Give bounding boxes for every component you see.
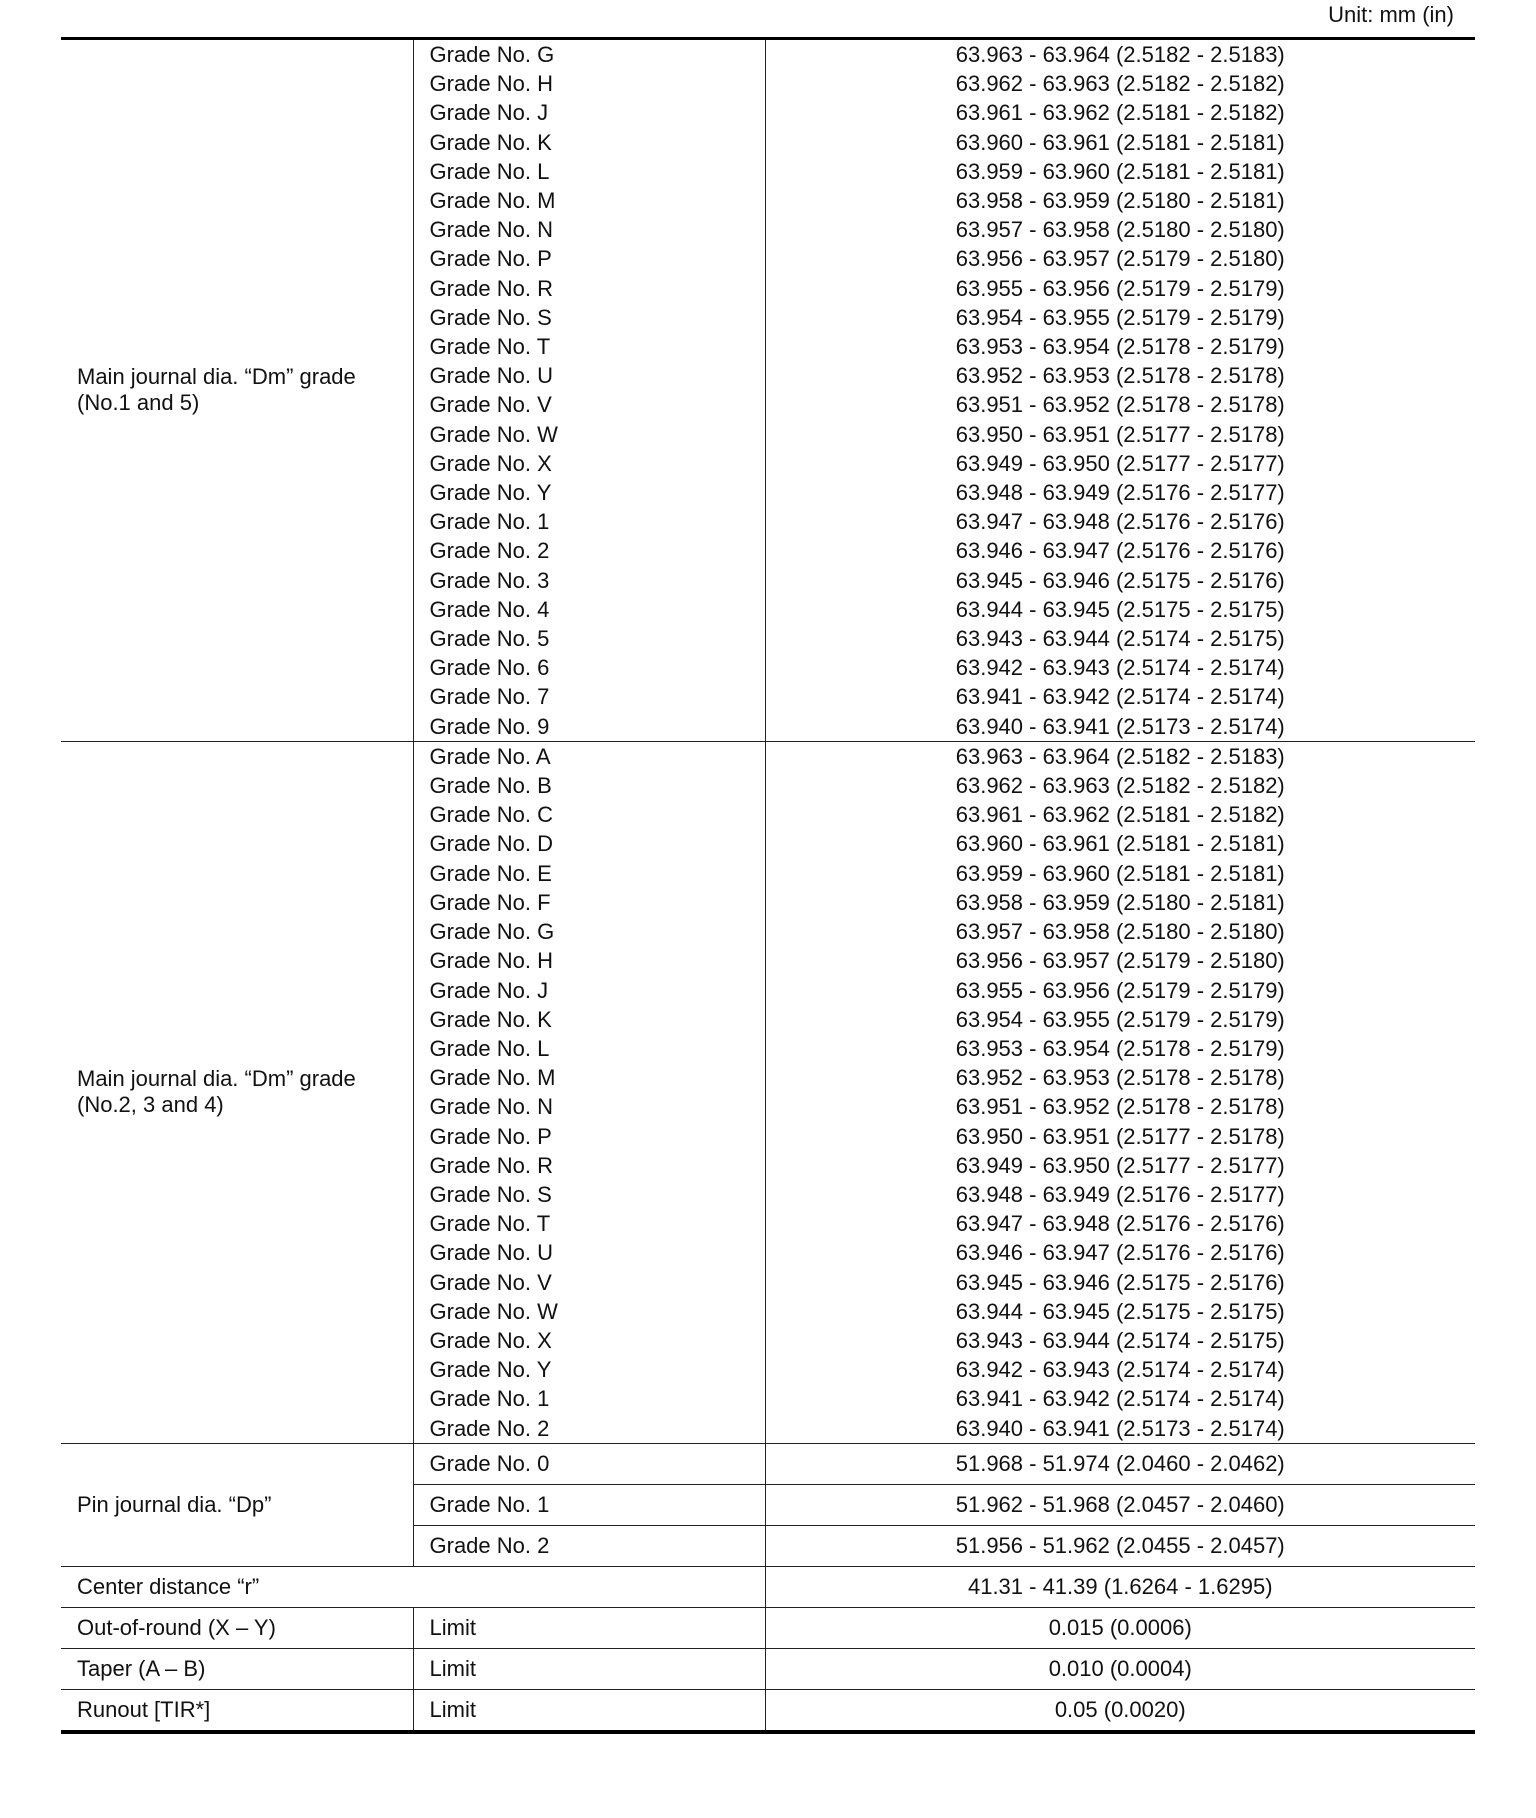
grade-label: Grade No. 2 (429, 538, 550, 564)
limit-label: Runout [TIR*] (61, 1689, 413, 1732)
grade-value: 63.946 - 63.947 (2.5176 - 2.5176) (955, 538, 1285, 564)
grade-label: Grade No. C (429, 802, 553, 828)
grade-label: Grade No. T (429, 334, 551, 360)
grade-value: 63.949 - 63.950 (2.5177 - 2.5177) (955, 450, 1285, 476)
pin-grade: Grade No. 2 (413, 1525, 765, 1566)
pin-value: 51.962 - 51.968 (2.0457 - 2.0460) (765, 1484, 1475, 1525)
grade-value: 63.955 - 63.956 (2.5179 - 2.5179) (955, 275, 1285, 301)
grade-label: Grade No. 1 (429, 1386, 550, 1412)
grade-value: 63.940 - 63.941 (2.5173 - 2.5174) (955, 1415, 1285, 1441)
grade-label: Grade No. Y (429, 1357, 552, 1383)
grade-value: 63.950 - 63.951 (2.5177 - 2.5178) (955, 421, 1285, 447)
grade-value: 63.944 - 63.945 (2.5175 - 2.5175) (955, 1298, 1285, 1324)
grade-value: 63.957 - 63.958 (2.5180 - 2.5180) (955, 919, 1285, 945)
group-label-line: (No.1 and 5) (77, 390, 200, 416)
grade-label: Grade No. T (429, 1211, 551, 1237)
grade-label: Grade No. H (429, 948, 553, 974)
grade-value: 63.943 - 63.944 (2.5174 - 2.5175) (955, 1327, 1285, 1353)
grade-value: 63.954 - 63.955 (2.5179 - 2.5179) (955, 1006, 1285, 1032)
center-distance-row (61, 1566, 1475, 1607)
grade-label: Grade No. 1 (429, 509, 550, 535)
grade-value: 63.954 - 63.955 (2.5179 - 2.5179) (955, 304, 1285, 330)
limit-value: 0.05 (0.0020) (765, 1689, 1475, 1732)
grade-value: 63.945 - 63.946 (2.5175 - 2.5176) (955, 1269, 1285, 1295)
limit-value: 0.010 (0.0004) (765, 1648, 1475, 1689)
grade-label: Grade No. A (429, 743, 551, 769)
grade-value: 63.943 - 63.944 (2.5174 - 2.5175) (955, 626, 1285, 652)
grade-label: Grade No. W (429, 421, 558, 447)
main-journal-group-1-grades (413, 39, 765, 742)
grade-value: 63.952 - 63.953 (2.5178 - 2.5178) (955, 363, 1285, 389)
grade-label: Grade No. W (429, 1298, 558, 1324)
grade-label: Grade No. L (429, 1035, 550, 1061)
grade-label: Grade No. 4 (429, 596, 550, 622)
grade-value: 63.944 - 63.945 (2.5175 - 2.5175) (955, 596, 1285, 622)
grade-value: 63.957 - 63.958 (2.5180 - 2.5180) (955, 217, 1285, 243)
grade-value: 63.956 - 63.957 (2.5179 - 2.5180) (955, 246, 1285, 272)
grade-label: Grade No. 2 (429, 1415, 550, 1441)
grade-value: 63.955 - 63.956 (2.5179 - 2.5179) (955, 977, 1285, 1003)
grade-value: 63.950 - 63.951 (2.5177 - 2.5178) (955, 1123, 1285, 1149)
grade-value: 63.948 - 63.949 (2.5176 - 2.5177) (955, 1181, 1285, 1207)
limit-kind: Limit (413, 1648, 765, 1689)
grade-label: Grade No. S (429, 1181, 552, 1207)
main-journal-group-1-row (61, 39, 1475, 742)
limit-row (61, 1689, 1475, 1732)
grade-value: 63.953 - 63.954 (2.5178 - 2.5179) (955, 1035, 1285, 1061)
grade-value: 63.963 - 63.964 (2.5182 - 2.5183) (955, 743, 1285, 769)
grade-label: Grade No. K (429, 1006, 552, 1032)
grade-label: Grade No. B (429, 773, 552, 799)
grade-value: 63.959 - 63.960 (2.5181 - 2.5181) (955, 860, 1285, 886)
grade-value: 63.949 - 63.950 (2.5177 - 2.5177) (955, 1152, 1285, 1178)
group-label-line: (No.2, 3 and 4) (77, 1092, 224, 1118)
grade-label: Grade No. U (429, 363, 553, 389)
grade-label: Grade No. M (429, 188, 556, 214)
grade-label: Grade No. P (429, 1123, 552, 1149)
grade-value: 63.958 - 63.959 (2.5180 - 2.5181) (955, 188, 1285, 214)
grade-value: 63.951 - 63.952 (2.5178 - 2.5178) (955, 1094, 1285, 1120)
grade-label: Grade No. 3 (429, 567, 550, 593)
grade-value: 63.958 - 63.959 (2.5180 - 2.5181) (955, 889, 1285, 915)
grade-label: Grade No. P (429, 246, 552, 272)
grade-label: Grade No. R (429, 275, 553, 301)
group-label-line: Main journal dia. “Dm” grade (77, 1066, 356, 1092)
grade-label: Grade No. D (429, 831, 553, 857)
crankshaft-spec-table (61, 37, 1475, 1734)
grade-label: Grade No. 6 (429, 655, 550, 681)
grade-value: 63.942 - 63.943 (2.5174 - 2.5174) (955, 655, 1285, 681)
grade-label: Grade No. N (429, 217, 553, 243)
pin-value: 51.968 - 51.974 (2.0460 - 2.0462) (765, 1443, 1475, 1484)
main-journal-group-1-values (765, 39, 1475, 742)
grade-value: 63.962 - 63.963 (2.5182 - 2.5182) (955, 773, 1285, 799)
pin-journal-row (61, 1443, 1475, 1484)
grade-value: 63.942 - 63.943 (2.5174 - 2.5174) (955, 1357, 1285, 1383)
grade-label: Grade No. H (429, 71, 553, 97)
limit-label: Out-of-round (X – Y) (61, 1607, 413, 1648)
grade-value: 63.962 - 63.963 (2.5182 - 2.5182) (955, 71, 1285, 97)
pin-grade: Grade No. 1 (413, 1484, 765, 1525)
unit-label: Unit: mm (in) (1328, 2, 1454, 27)
grade-label: Grade No. S (429, 304, 552, 330)
limit-label: Taper (A – B) (61, 1648, 413, 1689)
main-journal-group-1-label (61, 39, 413, 742)
grade-label: Grade No. 5 (429, 626, 550, 652)
grade-label: Grade No. E (429, 860, 552, 886)
group-label-line: Main journal dia. “Dm” grade (77, 364, 356, 390)
grade-label: Grade No. V (429, 1269, 552, 1295)
grade-label: Grade No. J (429, 100, 549, 126)
grade-value: 63.961 - 63.962 (2.5181 - 2.5182) (955, 100, 1285, 126)
grade-value: 63.941 - 63.942 (2.5174 - 2.5174) (955, 1386, 1285, 1412)
grade-value: 63.961 - 63.962 (2.5181 - 2.5182) (955, 802, 1285, 828)
main-journal-group-2-row (61, 741, 1475, 1443)
limit-row (61, 1648, 1475, 1689)
limit-kind: Limit (413, 1689, 765, 1732)
grade-value: 63.953 - 63.954 (2.5178 - 2.5179) (955, 334, 1285, 360)
grade-value: 63.948 - 63.949 (2.5176 - 2.5177) (955, 480, 1285, 506)
grade-label: Grade No. N (429, 1094, 553, 1120)
grade-label: Grade No. G (429, 919, 555, 945)
grade-value: 63.945 - 63.946 (2.5175 - 2.5176) (955, 567, 1285, 593)
grade-label: Grade No. M (429, 1065, 556, 1091)
grade-label: Grade No. V (429, 392, 552, 418)
grade-value: 63.960 - 63.961 (2.5181 - 2.5181) (955, 831, 1285, 857)
grade-label: Grade No. K (429, 129, 552, 155)
limit-row (61, 1607, 1475, 1648)
main-journal-group-2-grades (413, 741, 765, 1443)
grade-value: 63.941 - 63.942 (2.5174 - 2.5174) (955, 684, 1285, 710)
grade-label: Grade No. X (429, 1327, 552, 1353)
grade-value: 63.963 - 63.964 (2.5182 - 2.5183) (955, 42, 1285, 67)
grade-label: Grade No. G (429, 42, 555, 67)
grade-value: 63.960 - 63.961 (2.5181 - 2.5181) (955, 129, 1285, 155)
grade-label: Grade No. F (429, 889, 551, 915)
grade-label: Grade No. 9 (429, 713, 550, 739)
grade-value: 63.946 - 63.947 (2.5176 - 2.5176) (955, 1240, 1285, 1266)
pin-grade: Grade No. 0 (413, 1443, 765, 1484)
grade-label: Grade No. U (429, 1240, 553, 1266)
limit-value: 0.015 (0.0006) (765, 1607, 1475, 1648)
grade-label: Grade No. L (429, 158, 550, 184)
center-distance-value: 41.31 - 41.39 (1.6264 - 1.6295) (765, 1566, 1475, 1607)
grade-value: 63.947 - 63.948 (2.5176 - 2.5176) (955, 1211, 1285, 1237)
main-journal-group-2-label (61, 741, 413, 1443)
grade-label: Grade No. R (429, 1152, 553, 1178)
grade-value: 63.940 - 63.941 (2.5173 - 2.5174) (955, 713, 1285, 739)
center-distance-label: Center distance “r” (61, 1566, 765, 1607)
grade-value: 63.952 - 63.953 (2.5178 - 2.5178) (955, 1065, 1285, 1091)
main-journal-group-2-values (765, 741, 1475, 1443)
limit-kind: Limit (413, 1607, 765, 1648)
grade-value: 63.959 - 63.960 (2.5181 - 2.5181) (955, 158, 1285, 184)
grade-value: 63.947 - 63.948 (2.5176 - 2.5176) (955, 509, 1285, 535)
grade-label: Grade No. 7 (429, 684, 550, 710)
grade-label: Grade No. J (429, 977, 549, 1003)
grade-label: Grade No. X (429, 450, 552, 476)
pin-journal-label: Pin journal dia. “Dp” (61, 1443, 413, 1566)
grade-label: Grade No. Y (429, 480, 552, 506)
pin-value: 51.956 - 51.962 (2.0455 - 2.0457) (765, 1525, 1475, 1566)
grade-value: 63.956 - 63.957 (2.5179 - 2.5180) (955, 948, 1285, 974)
grade-value: 63.951 - 63.952 (2.5178 - 2.5178) (955, 392, 1285, 418)
